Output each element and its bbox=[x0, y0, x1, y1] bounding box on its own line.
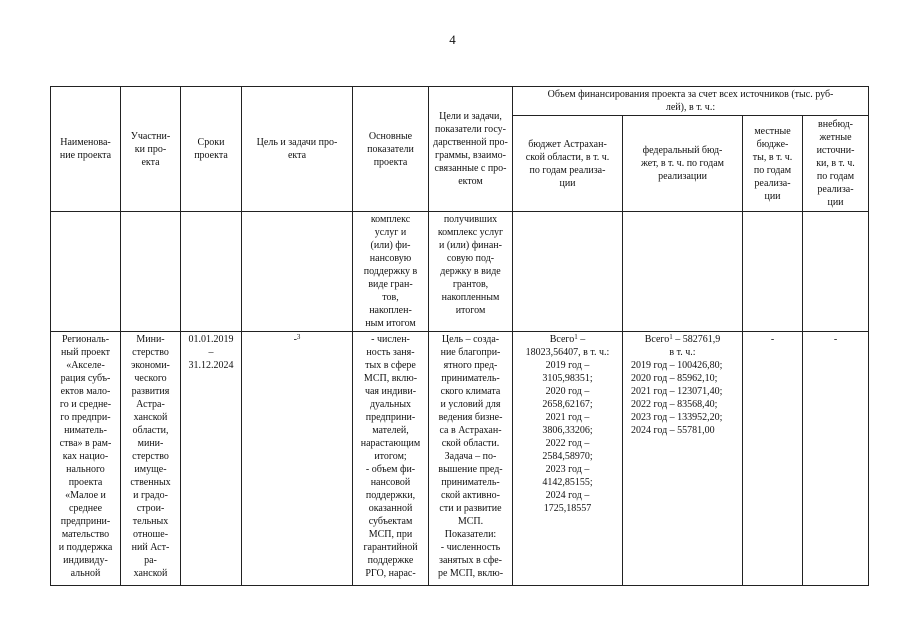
federal-total-value: – 582761,9 bbox=[672, 334, 721, 345]
project-regional-budget bbox=[513, 332, 623, 586]
federal-total-footnote: 1 bbox=[669, 333, 673, 341]
header-federal-budget: федеральный бюд- жет, в т. ч. по годам реализации bbox=[623, 116, 743, 212]
cont-local bbox=[743, 212, 803, 332]
header-local-budget: местные бюдже- ты, в т. ч. по годам реализа- ции bbox=[743, 116, 803, 212]
header-indicators: Основные показатели проекта bbox=[353, 87, 429, 212]
term-end: 31.12.2024 bbox=[188, 360, 234, 371]
cont-participants bbox=[121, 212, 181, 332]
projects-table bbox=[50, 86, 869, 586]
regional-total-footnote: 1 bbox=[574, 333, 578, 341]
goals-dash: - bbox=[293, 334, 297, 345]
project-gov-goals: Цель – созда- ние благопри- ятного пред- приниматель- ского климата и условий для ведения бизне- са в Астрахан- ской области. Задача – по- вышение пред- приниматель- ской активно- сти и развитие МСП. Показатели: - численность занятых в сфе- ре МСП, вклю- bbox=[429, 332, 513, 586]
cont-federal bbox=[623, 212, 743, 332]
term-separator: – bbox=[208, 347, 214, 358]
header-participants: Участни- ки про- екта bbox=[121, 87, 181, 212]
project-terms bbox=[181, 332, 242, 586]
header-funding-group: Объем финансирования проекта за счет всех источников (тыс. руб- лей), в т. ч.: bbox=[513, 87, 869, 116]
project-goals bbox=[242, 332, 353, 586]
cont-terms bbox=[181, 212, 242, 332]
goals-footnote: 3 bbox=[296, 333, 301, 341]
federal-years: 2019 год – 100426,80; 2020 год – 85962,10; 2021 год – 123071,40; 2022 год – 83568,40; 2023 год – 133952,20; 2024 год – 55781,00 bbox=[631, 360, 723, 436]
federal-including: в т. ч.: bbox=[669, 347, 696, 358]
header-goals: Цель и задачи про- екта bbox=[242, 87, 353, 212]
project-name: Региональ- ный проект «Акселе- рация субъ- ектов мало- го и средне- го предпри- ниматель- ства» в рам- ках нацио- нального проекта «Малое и среднее предприни- мательство и поддержка индивиду- альной bbox=[51, 332, 121, 586]
federal-total-label: Всего bbox=[644, 334, 670, 345]
cont-goals bbox=[242, 212, 353, 332]
cont-name bbox=[51, 212, 121, 332]
header-extra-budget: внебюд- жетные источни- ки, в т. ч. по годам реализа- ции bbox=[803, 116, 869, 212]
header-gov-goals: Цели и задачи, показатели госу- дарственной про- граммы, взаимо- связанные с про- ектом bbox=[429, 87, 513, 212]
project-participants: Мини- стерство экономи- ческого развития Астра- ханской области, мини- стерство имуще- ственных и градо- строи- тельных отноше- ний Аст- ра- ханской bbox=[121, 332, 181, 586]
header-regional-budget: бюджет Астрахан- ской области, в т. ч. по годам реализа- ции bbox=[513, 116, 623, 212]
project-extra-budget: - bbox=[803, 332, 869, 586]
cont-regional bbox=[513, 212, 623, 332]
term-start: 01.01.2019 bbox=[188, 334, 234, 345]
header-row-1 bbox=[51, 87, 869, 116]
cont-gov-goals: получивших комплекс услуг и (или) финан- совую под- держку в виде грантов, накопленным итогом bbox=[429, 212, 513, 332]
regional-amounts: – 18023,56407, в т. ч.: 2019 год – 3105,98351; 2020 год – 2658,62167; 2021 год – 3806,33206; 2022 год – 2584,58970; 2023 год – 4142,85155; 2024 год – 1725,18557 bbox=[525, 334, 610, 514]
project-federal-budget bbox=[623, 332, 743, 586]
cont-indicators: комплекс услуг и (или) фи- нансовую поддержку в виде гран- тов, накоплен- ным итогом bbox=[353, 212, 429, 332]
regional-total-label: Всего bbox=[549, 334, 575, 345]
header-terms: Сроки проекта bbox=[181, 87, 242, 212]
project-row bbox=[51, 332, 869, 586]
project-indicators: - числен- ность заня- тых в сфере МСП, вклю- чая индиви- дуальных предприни- мателей, нарастающим итогом; - объем фи- нансовой поддержки, оказанной субъектам МСП, при гарантийной поддержке РГО, нарас- bbox=[353, 332, 429, 586]
project-local-budget: - bbox=[743, 332, 803, 586]
header-name: Наименова- ние проекта bbox=[51, 87, 121, 212]
cont-extra bbox=[803, 212, 869, 332]
page-number: 4 bbox=[449, 32, 456, 47]
continuation-row bbox=[51, 212, 869, 332]
federal-total bbox=[625, 333, 740, 346]
